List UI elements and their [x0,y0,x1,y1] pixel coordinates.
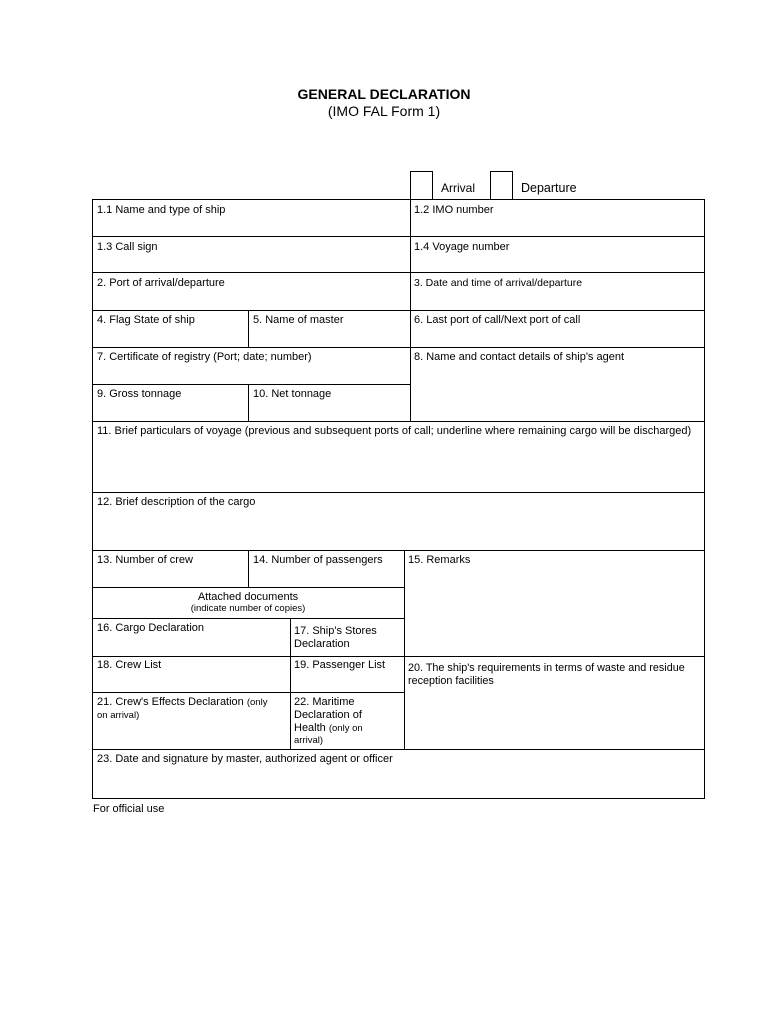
field-last-next-port: 6. Last port of call/Next port of call [414,314,581,326]
field-number-of-passengers: 14. Number of passengers [253,554,383,566]
field-name-of-master: 5. Name of master [253,314,344,326]
field-voyage-number: 1.4 Voyage number [414,241,510,253]
health-note-a: (only on [328,723,363,734]
waste-line-1: 20. The ship's requirements in terms of waste and residue [408,662,685,674]
field-port-of-arrival-departure: 2. Port of arrival/departure [97,277,225,289]
field-cargo-description: 12. Brief description of the cargo [97,496,256,508]
field-voyage-particulars: 11. Brief particulars of voyage (previous and subsequent ports of call; underline where remaining cargo will be discharged) [97,425,692,437]
health-line-2: Declaration of [294,709,362,721]
field-waste-residue-requirements [408,662,685,688]
attached-documents-heading: Attached documents [197,591,299,603]
field-number-of-crew: 13. Number of crew [97,554,193,566]
health-note-b: arrival) [294,735,324,746]
arrival-checkbox[interactable] [410,171,433,200]
departure-checkbox[interactable] [490,171,513,200]
form-subtitle: (IMO FAL Form 1) [327,103,441,119]
field-call-sign: 1.3 Call sign [97,241,158,253]
attached-documents-note: (indicate number of copies) [190,603,306,614]
field-maritime-declaration-of-health [294,696,402,746]
field-certificate-of-registry: 7. Certificate of registry (Port; date; number) [97,351,312,363]
departure-label: Departure [521,181,577,195]
health-line-3: Health [294,722,326,734]
field-crews-effects-declaration [97,696,287,722]
field-flag-state: 4. Flag State of ship [97,314,195,326]
waste-line-2: reception facilities [408,675,494,687]
ships-stores-line-2: Declaration [294,638,350,650]
field-crew-list: 18. Crew List [97,659,162,671]
field-remarks: 15. Remarks [408,554,471,566]
crews-effects-label: 21. Crew's Effects Declaration [97,696,244,708]
crews-effects-note-b: on arrival) [97,710,140,721]
field-cargo-declaration: 16. Cargo Declaration [97,622,205,634]
field-passenger-list: 19. Passenger List [294,659,386,671]
field-imo-number: 1.2 IMO number [414,204,494,216]
field-ships-agent: 8. Name and contact details of ship's agent [414,351,625,363]
health-line-1: 22. Maritime [294,696,355,708]
field-net-tonnage: 10. Net tonnage [253,388,332,400]
field-name-and-type-of-ship: 1.1 Name and type of ship [97,204,226,216]
field-date-and-signature: 23. Date and signature by master, authorized agent or officer [97,753,393,765]
ships-stores-line-1: 17. Ship's Stores [294,625,377,637]
field-date-time-arrival-departure: 3. Date and time of arrival/departure [414,277,583,289]
field-gross-tonnage: 9. Gross tonnage [97,388,182,400]
form-title: GENERAL DECLARATION [297,86,471,102]
field-ships-stores-declaration [294,625,377,651]
crews-effects-note-a: (only [246,697,268,708]
arrival-label: Arrival [441,181,476,195]
official-use-label: For official use [93,803,165,815]
